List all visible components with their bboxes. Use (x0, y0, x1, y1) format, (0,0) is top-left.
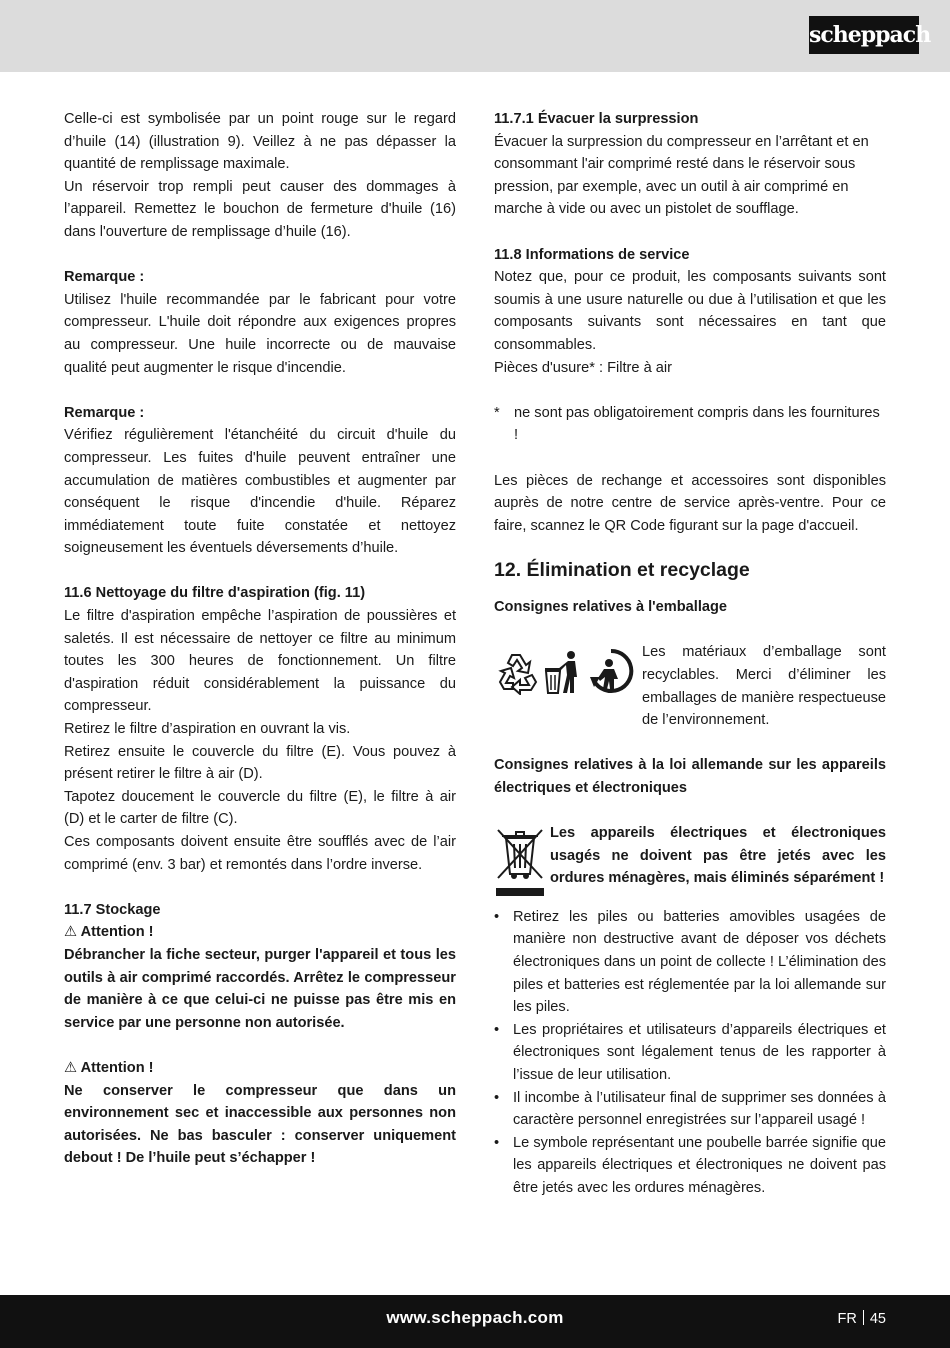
footnote-text: ne sont pas obligatoirement compris dans les fournitures ! (514, 404, 880, 444)
weee-symbol (494, 822, 550, 906)
warning-1-title: ⚠ Attention ! (64, 924, 154, 941)
spare-parts-text: Les pièces de rechange et accessoires sont disponibles auprès de notre centre de service après-ventre. Pour ce faire, scannez le QR Code figurant sur la page d'accueil. (494, 472, 886, 534)
section-11-6-text-2: Retirez le filtre d’aspiration en ouvrant la vis. (64, 721, 351, 738)
page-indicator (838, 1310, 886, 1327)
warning-1-text: Débrancher la fiche secteur, purger l'appareil et tous les outils à air comprimé raccordés. Arrêtez le compresseur de manière à ce que celui-ci ne puisse pas être mis en service par une personne non autorisée. (64, 946, 456, 1031)
warning-2-title: ⚠ Attention ! (64, 1059, 154, 1076)
oil-level-paragraph: Celle-ci est symbolisée par un point rouge sur le regard d’huile (14) (illustration 9). Veillez à ne pas dépasser la quantité de remplissage maximale. (64, 111, 456, 173)
list-item: • Les propriétaires et utilisateurs d’appareils électriques et électroniques sont légalement tenus de les rapporter à l’issue de leur utilisation. (494, 1021, 886, 1083)
note-2-title: Remarque : (64, 404, 145, 421)
brand-logo: scheppach (809, 16, 919, 54)
section-11-8-text: Notez que, pour ce produit, les composants suivants sont soumis à une usure naturelle ou due à l’utilisation et que les composants suivants sont nécessaires en tant que consommables. (494, 269, 886, 353)
section-12-heading: 12. Élimination et recyclage (494, 559, 750, 582)
note-1-text: Utilisez l'huile recommandée par le fabricant pour votre compresseur. L'huile doit répondre aux exigences propres au compresseur. Une huile incorrecte ou de mauvaise qualité peut augmenter le risque d'incendie. (64, 291, 456, 376)
section-11-6-heading: 11.6 Nettoyage du filtre d'aspiration (fig. 11) (64, 585, 366, 602)
recycle-person-icon (586, 647, 636, 695)
header-band (0, 0, 950, 72)
wear-parts-line: Pièces d'usure* : Filtre à air (494, 359, 672, 376)
footnote (494, 402, 886, 447)
crossed-out-bin-icon (494, 822, 546, 898)
overfill-paragraph: Un réservoir trop rempli peut causer des dommages à l’appareil. Remettez le bouchon de fermeture d'huile (16) dans l'ouverture de remplissage d’huile (16). (64, 178, 456, 240)
list-item: • Retirez les piles ou batteries amovibles usagées de manière non destructive avant de déposer vos déchets électroniques dans un point de collecte ! L’élimination des piles et batteries est réglementée par la loi allemande sur les piles. (494, 908, 886, 1016)
left-column (64, 108, 456, 1170)
right-column (494, 108, 886, 1200)
section-11-7-1-text: Évacuer la surpression du compresseur en l’arrêtant et en consommant l'air comprimé resté dans le réservoir sous pression, par exemple, avec un outil à air comprimé en marche à vide ou avec un pistolet de soufflage. (494, 133, 869, 218)
page-number: 45 (869, 1311, 886, 1327)
trash-bin-person-icon (544, 647, 584, 695)
footer-website-link[interactable]: www.scheppach.com (386, 1308, 564, 1327)
packaging-text: Les matériaux d’emballage sont recyclables. Merci d’éliminer les emballages de manière respectueuse de l’environnement. (642, 644, 886, 729)
note-2-text: Vérifiez régulièrement l'étanchéité du circuit d'huile du compresseur. Les fuites d'huile peuvent entraîner une accumulation de matières combustibles et augmenter par conséquent le risque d'incendie d'huile. Réparez immédiatement toute fuite constatée et nettoyez soigneusement les éventuels déversements d’huile. (64, 427, 456, 557)
weee-bullet-list (494, 906, 886, 1200)
divider (863, 1310, 864, 1325)
language-code: FR (837, 1311, 857, 1327)
section-11-7-1-heading: 11.7.1 Évacuer la surpression (494, 111, 699, 127)
footer-bar (0, 1295, 950, 1348)
footnote-mark: * (494, 404, 500, 421)
weee-warning-text: Les appareils électriques et électroniques usagés ne doivent pas être jetés avec les ordures ménagères, mais éliminés séparément ! (550, 825, 886, 887)
warning-2-text: Ne conserver le compresseur que dans un environnement sec et inaccessible aux personnes non autorisées. Ne bas basculer : conserver uniquement debout ! De l’huile peut s’échapper ! (64, 1082, 456, 1167)
packaging-block (494, 641, 886, 731)
packaging-heading: Consignes relatives à l'emballage (494, 599, 728, 616)
section-11-8-heading: 11.8 Informations de service (494, 246, 690, 263)
note-1-title: Remarque : (64, 269, 145, 286)
recycling-icons (494, 647, 642, 695)
section-11-7-heading: 11.7 Stockage (64, 901, 161, 918)
recycle-icon (494, 647, 542, 695)
section-11-6-text-1: Le filtre d'aspiration empêche l’aspiration de poussières et saletés. Il est nécessaire de nettoyer ce filtre au minimum toutes les 300 heures de fonctionnement. Un filtre d'aspiration réduit considérablement la puissance du compresseur. (64, 608, 456, 715)
section-11-6-text-5: Ces composants doivent ensuite être soufflés avec de l’air comprimé (env. 3 bar) et remontés dans l’ordre inverse. (64, 834, 456, 873)
weee-block (494, 822, 886, 906)
list-item: • Il incombe à l’utilisateur final de supprimer ses données à caractère personnel enregistrées sur l’appareil usagé ! (494, 1089, 886, 1129)
weee-law-heading: Consignes relatives à la loi allemande sur les appareils électriques et électroniques (494, 757, 886, 797)
section-11-6-text-4: Tapotez doucement le couvercle du filtre (E), le filtre à air (D) et le carter de filtre (C). (64, 788, 456, 828)
list-item: • Le symbole représentant une poubelle barrée signifie que les appareils électriques et électroniques ne doivent pas être jetés avec les ordures ménagères. (494, 1134, 886, 1196)
section-11-6-text-3: Retirez ensuite le couvercle du filtre (E). Vous pouvez à présent retirer le filtre à air (D). (64, 743, 456, 783)
